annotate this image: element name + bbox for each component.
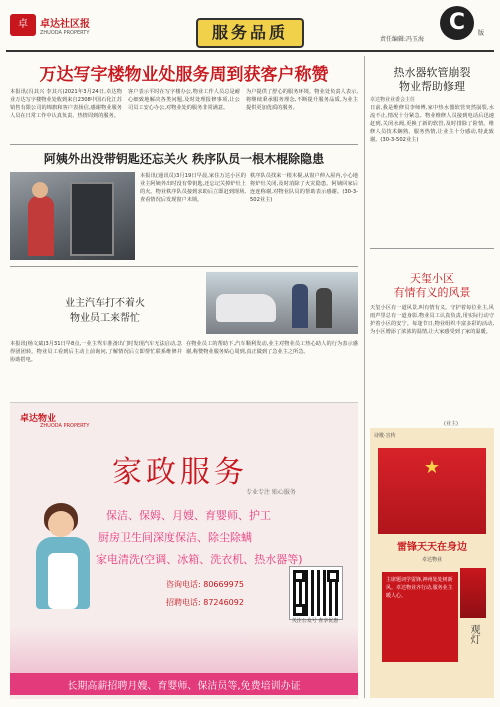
divider — [370, 248, 494, 249]
star-icon: ★ — [423, 457, 441, 478]
article2-text1: 本报讯(通讯员)3月19日早晨,家住万达小区的业主阿姨外出时没有带钥匙,还忘记关掉炉灶上的火。物业秩序队员接到求助后立即赶到现场,查看情况后发现窗户未锁。 — [140, 173, 246, 203]
article5-author: (业主) — [444, 421, 458, 427]
flag-icon — [460, 568, 486, 618]
section-letter: C — [440, 6, 474, 40]
ad-recruit-banner: 长期高薪招聘月嫂、育婴师、保洁员等,免费培训办证 — [67, 681, 301, 692]
page-header — [0, 0, 500, 50]
housekeeping-advert — [10, 402, 358, 699]
article4-headline-1: 热水器软管崩裂 — [393, 66, 471, 79]
editor-credit: 责任编辑:冯玉海 — [380, 36, 425, 43]
column-divider — [364, 56, 365, 698]
divider — [10, 144, 358, 145]
article3-text2: 在物业员工的帮助下,汽车顺利发动,业主对物业员工热心助人的行为表示感谢,称赞物业服务贴心周到,真正做到了急业主之所急。 — [186, 341, 358, 355]
header-rule — [6, 50, 494, 52]
article5-text: 天玺小区有一道风景,叫有情有义。守护着每位业主,风雨声里总有一道身影,物业员工认真负责,用实际行动守护着小区的安宁。每逢节日,物业组织丰富多彩的活动,为小区增添了浓浓的温情,让大家感受到了家的温暖。 — [370, 305, 494, 335]
person-shape — [316, 288, 332, 328]
article5-headline-2: 有情有义的风景 — [393, 286, 471, 299]
housekeeper-illustration — [30, 503, 96, 613]
ad-logo-sub: ZHUODA PROPERTY — [40, 423, 90, 429]
ad-service-line: 家电清洗(空调、冰箱、洗衣机、热水器等) — [96, 553, 303, 566]
consult-phone: 咨询电话: 80669975 — [166, 580, 244, 589]
article4-author: 卓达物业业委会主任 — [370, 97, 416, 103]
logo-icon: 卓 — [10, 14, 36, 36]
divider — [10, 266, 358, 267]
article2-photo — [10, 172, 135, 260]
article3-headline-1: 业主汽车打不着火 — [65, 298, 145, 309]
article1-col2: 客户表示平时在写字楼办公,物业工作人员总是耐心细致地解决各类问题,及时处理报修事项,让公司员工安心办公,对物业处的服务非常满意。 — [128, 89, 240, 111]
ad-logo: 卓达物业 — [20, 414, 57, 424]
logo-sub: ZHUODA PROPERTY — [40, 29, 90, 36]
door-shape — [70, 182, 114, 256]
section-tab: 服务品质 — [196, 18, 304, 48]
article3-photo — [206, 272, 358, 334]
recruit-phone: 招聘电话: 87246092 — [166, 598, 244, 607]
article3-headline-2: 物业员工来帮忙 — [70, 313, 140, 324]
article1-col1: 本报讯(冯其兴 李其兴)2021年3月24日,卓达物业万达写字楼物业处收到来自2308中国石化江苏销售有限公司的锦旗和客户表扬信,感谢物业服务人员在日常工作中认真负责、热情周到的服务。 — [10, 89, 122, 119]
article4-headline-2: 物业帮助修理 — [399, 80, 465, 93]
ad-title: 家政服务 — [112, 455, 248, 490]
qr-caption: 关注公众号 查享优惠 — [291, 618, 339, 624]
person-shape — [292, 284, 308, 328]
person-shape — [28, 196, 54, 256]
poster-banner — [378, 448, 486, 534]
poster-title: 雷锋天天在身边 — [397, 542, 467, 553]
ad-slogan: 专业专注 贴心服务 — [246, 489, 296, 496]
article1-headline: 万达写字楼物业处服务周到获客户称赞 — [39, 65, 329, 85]
leifeng-poster — [370, 428, 494, 698]
poster-tag: 诗歌·宣传 — [374, 433, 396, 439]
car-shape — [216, 294, 276, 322]
page-label: 版 — [478, 30, 485, 37]
article2-headline: 阿姨外出没带钥匙还忘关火 秩序队员一根木棍除隐患 — [43, 152, 325, 166]
masthead-logo — [10, 10, 120, 40]
poster-sub: 卓达物业 — [421, 557, 442, 563]
article3-text1: 本报讯(杨文斌)3月31日早8点,一业主驾车准备出门时发现汽车无法启动,急得团团转。物业员工看到后主动上前询问,了解情况后立即帮忙联系维修并协助搭电。 — [10, 341, 182, 363]
poster-text: 主席题词学雷锋,神州处处树新风。卓达物业齐行动,服务业主暖人心。 — [382, 572, 458, 662]
poster-side-text: 观灯 — [468, 624, 479, 644]
ad-service-line: 厨房卫生间深度保洁、除尘除螨 — [98, 531, 252, 544]
city-skyline — [10, 625, 358, 673]
logo-name: 卓达社区报 — [40, 18, 90, 30]
article5-headline-1: 天玺小区 — [410, 272, 454, 285]
ad-service-line: 保洁、保姆、月嫂、育婴师、护工 — [106, 509, 271, 522]
article2-text2: 秩序队员找来一根木棍,从窗户伸入屋内,小心地将炉灶关闭,及时消除了火灾隐患。阿姨回家后连连称谢,对物业队员的帮助表示感谢。(30-3-502业主) — [250, 173, 358, 203]
article1-col3: 为户提供了舒心的服务环境。物业处负责人表示,将继续秉承服务理念,不断提升服务品质,为业主提供更加优质的服务。 — [246, 89, 358, 111]
qr-code-icon — [290, 567, 342, 619]
person-head-shape — [32, 182, 48, 198]
article4-text: 日前,我是维修员李师傅,家中热水器软管突然崩裂,水流不止,情况十分紧急。物业维修人员接到电话后迅速赶到,关闭水阀,更换了新的软管,及时排除了险情。维修人员技术娴熟、服务热情,让业主十分感动,特此致谢。(30-3-502业主) — [370, 105, 494, 143]
